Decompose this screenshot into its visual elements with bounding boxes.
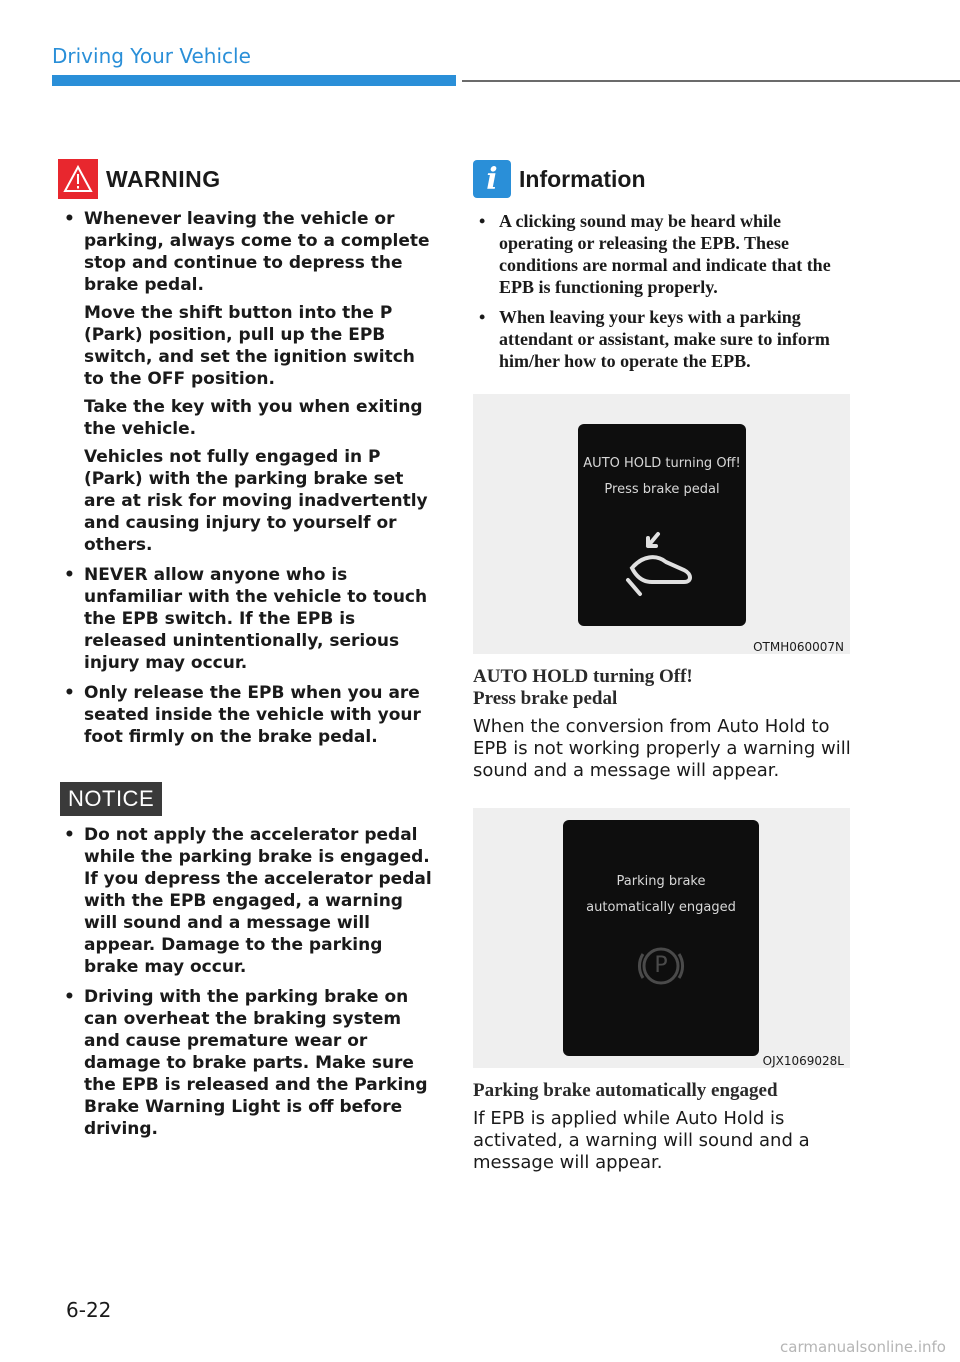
information-list (473, 210, 851, 372)
display-line: Parking brake (616, 874, 706, 889)
figure-parking-brake (473, 808, 850, 1068)
warning-item (58, 208, 440, 556)
info-icon: i (473, 160, 511, 198)
header-rule (462, 80, 960, 82)
left-column (58, 158, 440, 1148)
figure-caption (473, 666, 851, 710)
caption-line: Press brake pedal (473, 688, 618, 709)
display-line: AUTO HOLD turning Off! (583, 456, 741, 471)
warning-paragraph: • Whenever leaving the vehicle or parking, always come to a complete stop and continue to depress the brake pedal. (84, 209, 430, 295)
notice-list (58, 824, 440, 1140)
right-column (473, 158, 851, 1174)
warning-paragraph: • NEVER allow anyone who is unfamiliar with the vehicle to touch the EPB switch. If the EPB is released unintentionally, serious injury may occur. (84, 565, 428, 673)
cluster-display (563, 820, 759, 1056)
warning-heading (58, 158, 440, 200)
warning-list (58, 208, 440, 748)
caption-line: AUTO HOLD turning Off! (473, 666, 693, 687)
information-item: • A clicking sound may be heard while operating or releasing the EPB. These conditions are normal and indicate that the EPB is functioning properly. (473, 210, 851, 298)
warning-item (58, 682, 440, 748)
information-heading (473, 158, 851, 200)
watermark: carmanualsonline.info (780, 1338, 946, 1356)
warning-paragraph: Move the shift button into the P (Park) position, pull up the EPB switch, and set the ignition switch to the OFF position. (84, 303, 415, 389)
warning-paragraph: • Only release the EPB when you are seated inside the vehicle with your foot firmly on the brake pedal. (84, 683, 421, 747)
information-title: Information (519, 165, 646, 192)
section-title: Driving Your Vehicle (52, 44, 251, 68)
warning-paragraph: Take the key with you when exiting the vehicle. (84, 397, 423, 439)
parking-brake-icon (637, 942, 685, 990)
page-number: 6-22 (66, 1298, 112, 1322)
notice-title: NOTICE (60, 782, 162, 816)
information-item: • When leaving your keys with a parking attendant or assistant, make sure to inform him/her how to operate the EPB. (473, 306, 851, 372)
warning-paragraph: Vehicles not fully engaged in P (Park) with the parking brake set are at risk for moving inadvertently and causing injury to yourself or others. (84, 447, 428, 555)
figure-caption: Parking brake automatically engaged (473, 1080, 778, 1101)
warning-title: WARNING (106, 165, 221, 192)
figure-code: OJX1069028L (762, 1054, 844, 1068)
warning-triangle-icon (58, 159, 98, 199)
cluster-display (578, 424, 746, 626)
notice-item: • Driving with the parking brake on can overheat the braking system and cause premature wear or damage to brake parts. Make sure the EPB is released and the Parking Brake Warning Light is off before driving. (58, 986, 440, 1140)
figure-description: When the conversion from Auto Hold to EPB is not working properly a warning will sound and a message will appear. (473, 716, 851, 781)
notice-item: • Do not apply the accelerator pedal while the parking brake is engaged. If you depress the accelerator pedal with the EPB engaged, a warning will sound and a message will appear. Damage to the parking brake may occur. (58, 824, 440, 978)
brake-pedal-icon (622, 528, 702, 598)
parking-brake-letter: P (654, 953, 668, 978)
display-line: Press brake pedal (604, 482, 720, 497)
figure-auto-hold (473, 394, 850, 654)
display-line: automatically engaged (586, 900, 736, 915)
header-rule-accent (52, 75, 456, 86)
figure-code: OTMH060007N (753, 640, 844, 654)
warning-item (58, 564, 440, 674)
figure-description: If EPB is applied while Auto Hold is activated, a warning will sound and a message will appear. (473, 1108, 810, 1173)
